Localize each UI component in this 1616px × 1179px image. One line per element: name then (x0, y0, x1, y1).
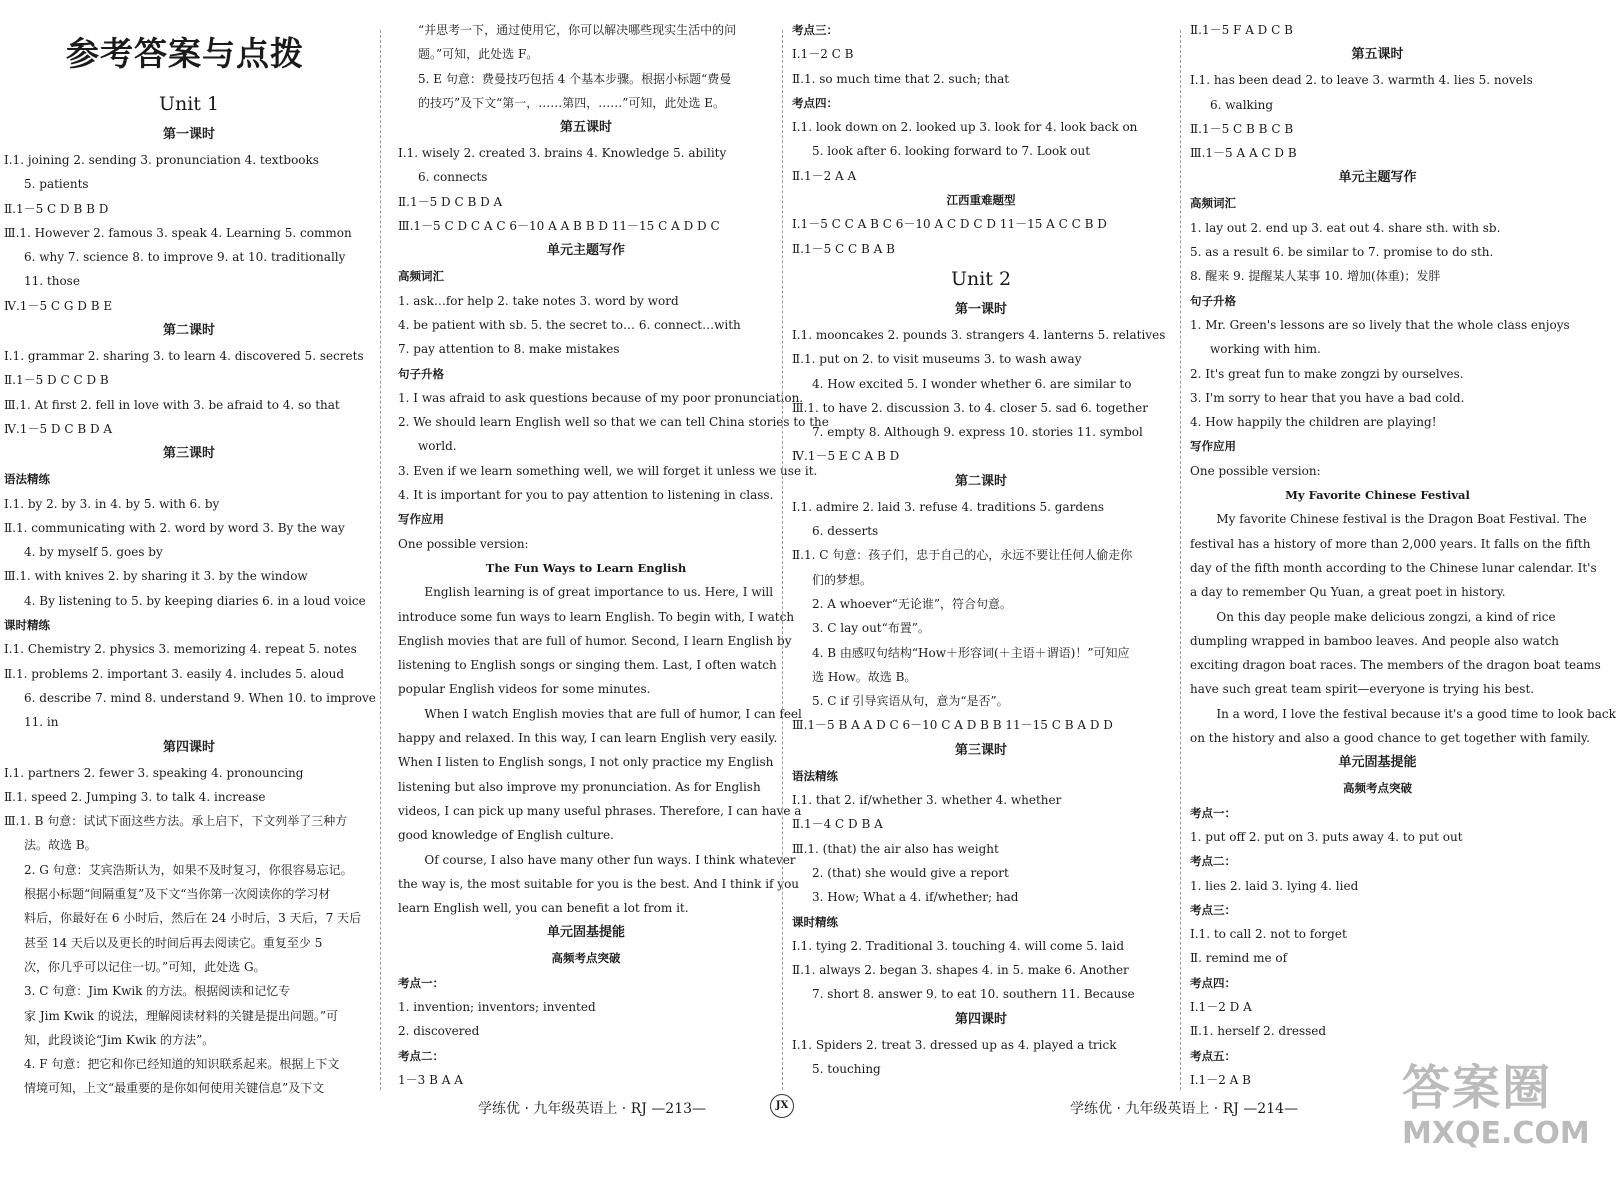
section-heading: 单元固基提能 (1338, 755, 1417, 771)
answer-line: 6. walking (1210, 97, 1274, 112)
answer-line: Ⅰ.1－2 C B (792, 47, 854, 62)
answer-line: 1. ask…for help 2. take notes 3. word by word (398, 293, 679, 308)
answer-line: 次，你几乎可以记住一切。”可知，此处选 G。 (24, 959, 266, 974)
column-divider (1180, 30, 1181, 1090)
category-label: 考点五： (1190, 1048, 1236, 1063)
column-divider (782, 30, 783, 1090)
answer-line: popular English videos for some minutes. (398, 682, 651, 697)
answer-line: introduce some fun ways to learn English. To begin with, I watch (398, 609, 795, 624)
answer-line: Ⅱ.1. communicating with 2. word by word 3. By the way (4, 520, 345, 535)
unit-heading: Unit 1 (158, 93, 220, 115)
answer-line: 知，此段谈论“Jim Kwik 的方法”。 (24, 1032, 215, 1047)
footer-page-label-right: 学练优 · 九年级英语上 · RJ —214— (1070, 1101, 1299, 1117)
answer-line: Ⅰ.1－2 A B (1190, 1072, 1251, 1087)
answer-line: 1. Mr. Green's lessons are so lively that the whole class enjoys (1190, 317, 1570, 332)
answer-line: Ⅲ.1. However 2. famous 3. speak 4. Learning 5. common (4, 225, 352, 240)
answer-line: 6. why 7. science 8. to improve 9. at 10. traditionally (24, 250, 346, 265)
category-label: 考点一： (1190, 805, 1236, 820)
subsection-heading: 高频考点突破 (1343, 781, 1412, 796)
answer-column-3 (792, 18, 1170, 1081)
answer-line: Ⅰ.1. Chemistry 2. physics 3. memorizing 4. repeat 5. notes (4, 642, 357, 657)
answer-line: 甚至 14 天后以及更长的时间后再去阅读它。重复至少 5 (24, 935, 323, 950)
answer-line: 3. C lay out“布置”。 (812, 621, 930, 636)
answer-line: 题。”可知，此处选 F。 (418, 47, 539, 62)
answer-line: 3. I'm sorry to hear that you have a bad cold. (1190, 390, 1465, 405)
answer-line: Ⅰ.1. that 2. if/whether 3. whether 4. whether (792, 793, 1062, 808)
answer-line: Ⅰ.1－5 C C A B C 6－10 A C D C D 11－15 A C C B D (792, 217, 1107, 232)
category-label: 语法精练 (792, 768, 838, 783)
answer-line: 2. (that) she would give a report (812, 865, 1009, 880)
essay-paragraph-line: My favorite Chinese festival is the Dragon Boat Festival. The (1216, 512, 1587, 527)
answer-line: 4. be patient with sb. 5. the secret to… 6. connect…with (398, 317, 741, 332)
answer-line: Ⅱ.1－5 C C B A B (792, 241, 895, 256)
answer-line: 4. By listening to 5. by keeping diaries 6. in a loud voice (24, 593, 366, 608)
answer-line: happy and relaxed. In this way, I can learn English very easily. (398, 731, 778, 746)
answer-line: 4. by myself 5. goes by (24, 545, 163, 560)
answer-line: Ⅰ.1－2 D A (1190, 999, 1252, 1014)
answer-line: 4. How happily the children are playing! (1190, 415, 1437, 430)
answer-line: 2. discovered (398, 1024, 480, 1039)
category-label: 考点一： (398, 975, 444, 990)
answer-line: 5. patients (24, 177, 89, 192)
answer-line: 3. How; What a 4. if/whether; had (812, 890, 1019, 905)
answer-line: 4. It is important for you to pay attention to listening in class. (398, 488, 774, 503)
answer-line: on the history and also a good chance to get together with family. (1190, 731, 1590, 746)
answer-line: Ⅱ.1. herself 2. dressed (1190, 1024, 1327, 1039)
section-heading: 第五课时 (1351, 47, 1404, 63)
answer-line: the way is, the most suitable for you is the best. And I think if you (398, 876, 800, 891)
answer-line: Ⅱ.1－5 C D B B D (4, 201, 109, 216)
answer-line: English movies that are full of humor. Second, I learn English by (398, 633, 792, 648)
answer-line: Ⅲ.1－5 B A A D C 6－10 C A D B B 11－15 C B A D D (792, 718, 1113, 733)
answer-line: Ⅱ. remind me of (1190, 951, 1288, 966)
column-divider (380, 30, 381, 1090)
essay-paragraph-line: English learning is of great importance to us. Here, I will (424, 585, 774, 600)
answer-line: Ⅲ.1. At first 2. fell in love with 3. be afraid to 4. so that (4, 397, 340, 412)
answer-line: good knowledge of English culture. (398, 828, 614, 843)
answer-line: “并思考一下，通过使用它，你可以解决哪些现实生活中的问 (418, 23, 737, 37)
subsection-heading: My Favorite Chinese Festival (1285, 488, 1470, 503)
answer-line: exciting dragon boat races. The members of the dragon boat teams (1190, 658, 1601, 673)
section-heading: 第二课时 (162, 323, 215, 339)
answer-line: 2. It's great fun to make zongzi by ourselves. (1190, 366, 1464, 381)
answer-line: Ⅱ.1. problems 2. important 3. easily 4. includes 5. aloud (4, 666, 345, 681)
answer-line: 7. empty 8. Although 9. express 10. stories 11. symbol (812, 425, 1143, 440)
answer-line: One possible version: (1190, 463, 1321, 478)
answer-line: 3. C 句意：Jim Kwik 的方法。根据阅读和记忆专 (24, 984, 291, 999)
answer-line: 们的梦想。 (812, 572, 873, 587)
answer-line: Ⅳ.1－5 E C A B D (792, 449, 900, 464)
essay-paragraph-line: When I watch English movies that are full of humor, I can feel (424, 706, 802, 721)
section-heading: 第三课时 (162, 446, 215, 462)
answer-line: 1. lies 2. laid 3. lying 4. lied (1190, 878, 1359, 893)
answer-line: videos, I can pick up many useful phrases. Therefore, I can have a (398, 803, 802, 818)
section-heading: 第四课时 (162, 739, 215, 755)
answer-line: Ⅱ.1－5 D C C D B (4, 373, 109, 388)
answer-line: Ⅰ.1. has been dead 2. to leave 3. warmth 4. lies 5. novels (1190, 73, 1533, 88)
category-label: 写作应用 (398, 512, 444, 527)
section-heading: 单元固基提能 (546, 925, 625, 941)
answer-line: a day to remember Qu Yuan, a great poet in history. (1190, 585, 1506, 600)
answer-line: Ⅱ.1. always 2. began 3. shapes 4. in 5. make 6. Another (792, 963, 1129, 978)
answer-line: 情境可知，上文“最重要的是你如何使用关键信息”及下文 (24, 1081, 325, 1096)
answer-line: 5. look after 6. looking forward to 7. Look out (812, 144, 1091, 159)
answer-line: have such great team spirit—everyone is trying his best. (1190, 682, 1535, 697)
answer-line: 5. touching (812, 1061, 881, 1076)
answer-line: Ⅲ.1. to have 2. discussion 3. to 4. closer 5. sad 6. together (792, 400, 1148, 415)
answer-line: 法。故选 B。 (24, 838, 97, 853)
category-label: 句子升格 (398, 366, 444, 381)
answer-line: Ⅱ.1－2 A A (792, 168, 857, 183)
answer-line: listening to English songs or singing them. Last, I often watch (398, 658, 777, 673)
answer-line: 的技巧”及下文“第一，……第四，……”可知，此处选 E。 (418, 95, 725, 110)
answer-line: 6. connects (418, 170, 488, 185)
essay-paragraph-line: Of course, I also have many other fun ways. I think whatever (424, 852, 796, 867)
answer-line: 3. Even if we learn something well, we will forget it unless we use it. (398, 463, 818, 478)
answer-column-4 (1190, 18, 1616, 1092)
watermark-logo (1402, 1060, 1592, 1165)
subsection-heading: 高频考点突破 (551, 951, 621, 966)
answer-line: 料后，你最好在 6 小时后，然后在 24 小时后，3 天后，7 天后 (24, 911, 362, 926)
category-label: 高频词汇 (398, 269, 444, 284)
category-label: 写作应用 (1190, 439, 1236, 454)
answer-line: 4. B 由感叹句结构“How＋形容词(＋主语＋谓语)！”可知应 (812, 645, 1130, 660)
category-label: 考点四： (1190, 975, 1236, 990)
answer-line: Ⅰ.1. tying 2. Traditional 3. touching 4. will come 5. laid (792, 938, 1125, 953)
answer-line: 选 How。故选 B。 (812, 669, 917, 684)
category-label: 考点四： (792, 95, 838, 110)
answer-line: Ⅲ.1. (that) the air also has weight (792, 841, 999, 856)
answer-line: One possible version: (398, 536, 529, 551)
category-label: 课时精练 (4, 618, 50, 633)
answer-line: 5. as a result 6. be similar to 7. promise to do sth. (1190, 245, 1494, 260)
section-heading: 单元主题写作 (1338, 170, 1417, 186)
region-badge: JX (770, 1094, 794, 1118)
answer-line: 2. G 句意：艾宾浩斯认为，如果不及时复习，你很容易忘记。 (24, 862, 353, 877)
answer-line: 7. pay attention to 8. make mistakes (398, 342, 620, 357)
answer-line: Ⅱ.1. C 句意：孩子们，忠于自己的心，永远不要让任何人偷走你 (792, 548, 1133, 563)
section-heading: 第四课时 (954, 1011, 1007, 1027)
section-heading: 第五课时 (559, 120, 612, 136)
answer-line: 4. F 句意：把它和你已经知道的知识联系起来。根据上下文 (24, 1057, 340, 1072)
subsection-heading: The Fun Ways to Learn English (485, 560, 687, 575)
answer-line: Ⅱ.1－5 D C B D A (398, 194, 503, 209)
answer-line: world. (418, 439, 457, 454)
answer-line: Ⅰ.1. joining 2. sending 3. pronunciation 4. textbooks (4, 153, 319, 167)
answer-line: Ⅱ.1. so much time that 2. such; that (792, 71, 1010, 86)
answer-line: 1. invention; inventors; invented (398, 999, 596, 1014)
category-label: 考点二： (398, 1048, 444, 1063)
answer-line: Ⅱ.1－5 C B B C B (1190, 121, 1294, 136)
answer-line: Ⅰ.1. Spiders 2. treat 3. dressed up as 4. played a trick (792, 1037, 1117, 1052)
page-title: 参考答案与点拨 (66, 34, 304, 73)
category-label: 句子升格 (1190, 293, 1236, 308)
answer-line: 家 Jim Kwik 的说法，理解阅读材料的关键是提出问题。”可 (24, 1008, 338, 1023)
answer-line: Ⅰ.1. grammar 2. sharing 3. to learn 4. discovered 5. secrets (4, 349, 364, 364)
answer-line: 6. desserts (812, 524, 879, 539)
answer-line: Ⅳ.1－5 D C B D A (4, 421, 113, 436)
answer-line: 2. A whoever“无论谁”，符合句意。 (812, 596, 1012, 611)
answer-line: Ⅰ.1. mooncakes 2. pounds 3. strangers 4. lanterns 5. relatives (792, 327, 1166, 342)
section-heading: 第一课时 (162, 127, 215, 142)
subsection-heading: 江西重难题型 (946, 193, 1016, 208)
answer-line: 1. put off 2. put on 3. puts away 4. to put out (1190, 829, 1463, 844)
answer-line: listening but also improve my pronunciation. As for English (398, 779, 761, 794)
answer-line: 11. those (24, 274, 80, 289)
section-heading: 第二课时 (954, 473, 1007, 489)
answer-line: Ⅳ.1－5 C G D B E (4, 298, 113, 313)
answer-line: 8. 醒来 9. 提醒某人某事 10. 增加(体重)；发胖 (1190, 269, 1441, 284)
answer-column-1 (4, 18, 374, 1101)
answer-line: Ⅱ.1－5 F A D C B (1190, 23, 1293, 37)
answer-line: Ⅰ.1. look down on 2. looked up 3. look for 4. look back on (792, 120, 1138, 135)
answer-line: Ⅰ.1. wisely 2. created 3. brains 4. Knowledge 5. ability (398, 146, 727, 161)
answer-line: 7. short 8. answer 9. to eat 10. southern 11. Because (812, 987, 1135, 1002)
answer-line: 1－3 B A A (398, 1072, 463, 1087)
watermark-line-2: MXQE.COM (1402, 1116, 1590, 1151)
answer-line: 4. How excited 5. I wonder whether 6. are similar to (812, 376, 1132, 391)
category-label: 考点二： (1190, 854, 1236, 869)
answer-line: festival has a history of more than 2,000 years. It falls on the fifth (1190, 536, 1591, 551)
answer-line: Ⅱ.1. speed 2. Jumping 3. to talk 4. increase (4, 789, 266, 804)
footer-page-label-left: 学练优 · 九年级英语上 · RJ —213— (478, 1101, 707, 1117)
essay-paragraph-line: In a word, I love the festival because it's a good time to look back (1216, 706, 1616, 721)
answer-line: 1. I was afraid to ask questions because of my poor pronunciation. (398, 390, 804, 405)
answer-line: 11. in (24, 715, 59, 730)
answer-line: Ⅰ.1. by 2. by 3. in 4. by 5. with 6. by (4, 496, 220, 511)
answer-line: Ⅲ.1. with knives 2. by sharing it 3. by the window (4, 569, 308, 584)
answer-line: Ⅲ.1－5 A A C D B (1190, 146, 1297, 161)
answer-line: 2. We should learn English well so that we can tell China stories to the (398, 415, 829, 430)
answer-line: 1. lay out 2. end up 3. eat out 4. share sth. with sb. (1190, 220, 1501, 235)
watermark-line-1: 答案圈 (1402, 1060, 1553, 1116)
category-label: 课时精练 (792, 914, 838, 929)
answer-line: learn English well, you can benefit a lot from it. (398, 901, 689, 916)
answer-line: Ⅲ.1. B 句意：试试下面这些方法。承上启下，下文列举了三种方 (4, 814, 348, 829)
section-heading: 第三课时 (954, 742, 1007, 758)
answer-line: Ⅱ.1. put on 2. to visit museums 3. to wash away (792, 352, 1082, 367)
answer-line: 6. describe 7. mind 8. understand 9. When 10. to improve (24, 690, 376, 705)
unit-heading: Unit 2 (950, 267, 1012, 290)
answer-line: Ⅰ.1. to call 2. not to forget (1190, 927, 1347, 942)
answer-line: day of the fifth month according to the Chinese lunar calendar. It's (1190, 560, 1597, 575)
answer-line: Ⅰ.1. partners 2. fewer 3. speaking 4. pronouncing (4, 765, 304, 780)
section-heading: 单元主题写作 (546, 243, 625, 259)
answer-line: When I listen to English songs, I not only practice my English (398, 755, 774, 770)
answer-line: Ⅲ.1－5 C D C A C 6－10 A A B B D 11－15 C A D D C (398, 219, 720, 234)
essay-paragraph-line: On this day people make delicious zongzi, a kind of rice (1216, 609, 1556, 624)
answer-line: working with him. (1210, 342, 1321, 357)
answer-line: 根据小标题“间隔重复”及下文“当你第一次阅读你的学习材 (24, 887, 331, 902)
answer-line: dumpling wrapped in bamboo leaves. And people also watch (1190, 633, 1560, 648)
category-label: 考点三： (792, 23, 838, 37)
category-label: 考点三： (1190, 902, 1236, 917)
category-label: 高频词汇 (1190, 196, 1236, 211)
answer-line: 5. C if 引导宾语从句，意为“是否”。 (812, 694, 1009, 709)
answer-line: 5. E 句意：费曼技巧包括 4 个基本步骤。根据小标题“费曼 (418, 71, 732, 86)
category-label: 语法精练 (4, 472, 50, 487)
answer-line: Ⅰ.1. admire 2. laid 3. refuse 4. traditions 5. gardens (792, 499, 1105, 514)
answer-line: Ⅱ.1－4 C D B A (792, 817, 883, 832)
section-heading: 第一课时 (954, 301, 1007, 317)
